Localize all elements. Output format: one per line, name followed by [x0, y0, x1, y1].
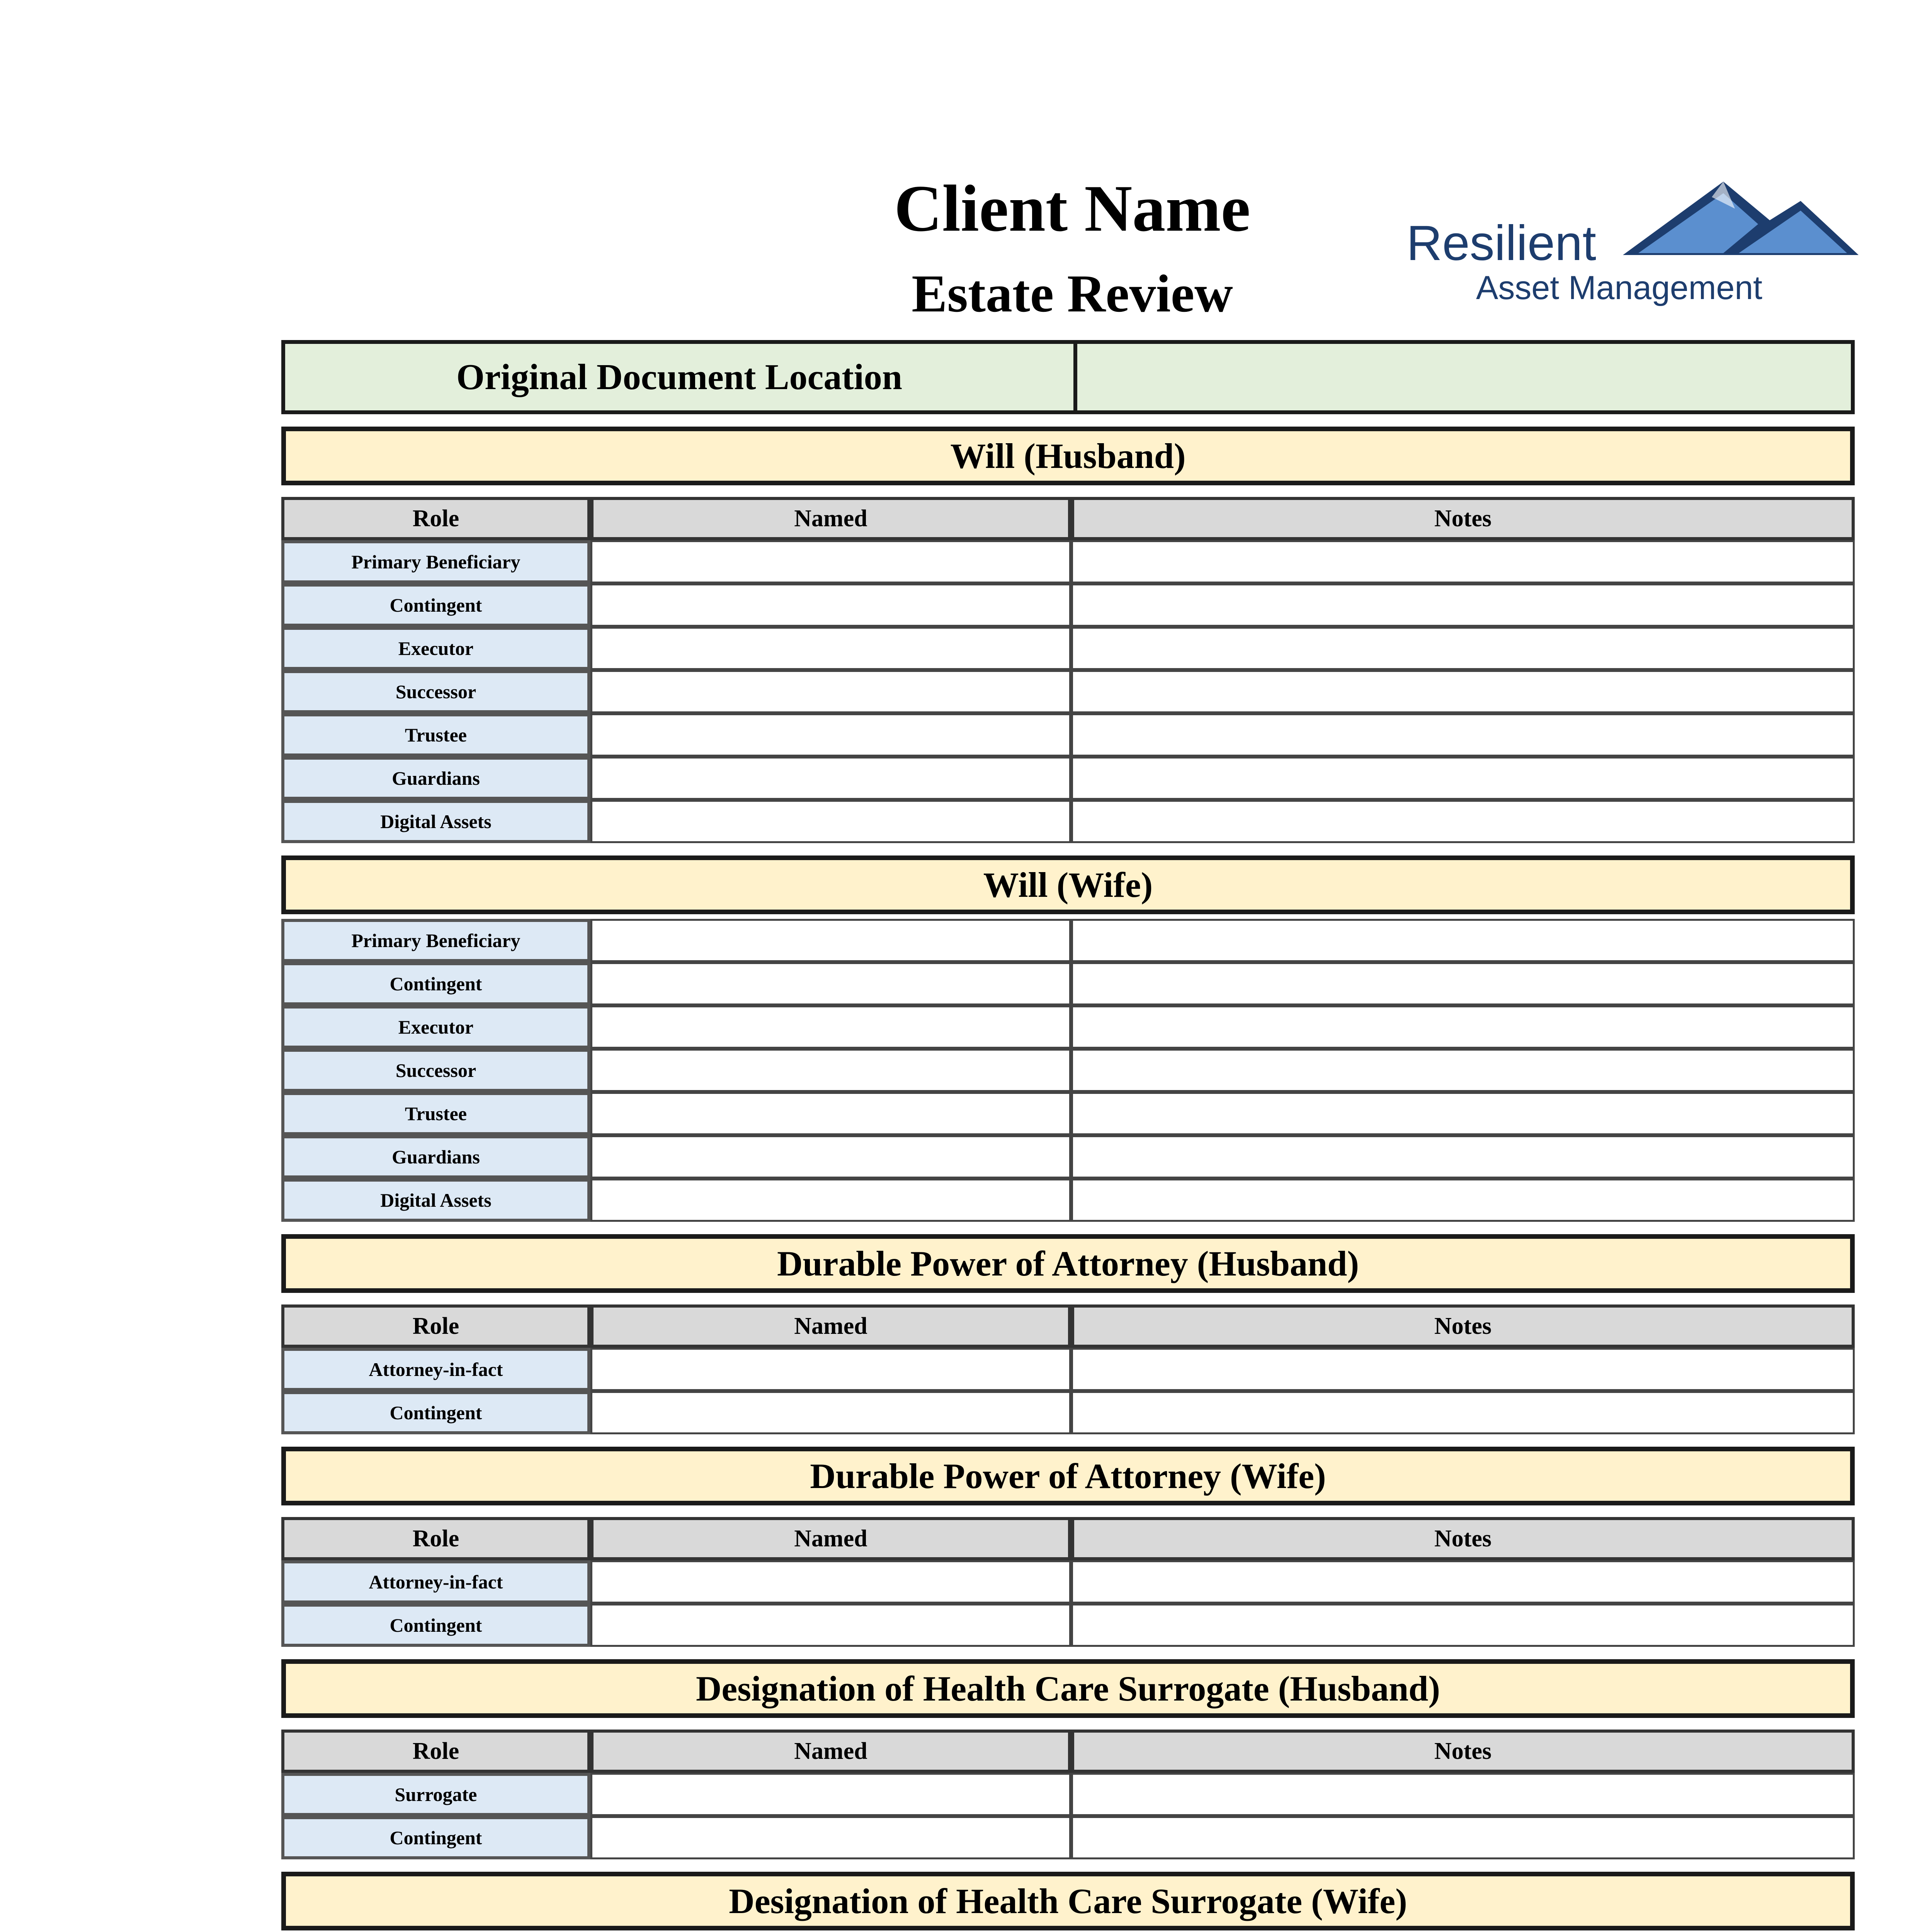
table-header-row: [281, 497, 1855, 540]
named-field[interactable]: [590, 962, 1071, 1005]
role-cell: Surrogate: [281, 1773, 590, 1816]
named-field[interactable]: [590, 1773, 1071, 1816]
role-cell: Successor: [281, 670, 590, 713]
named-field[interactable]: [590, 757, 1071, 800]
document-location-label: Original Document Location: [456, 357, 903, 397]
table-row: [281, 1773, 1855, 1816]
section-table: [281, 497, 1855, 843]
table-row: [281, 800, 1855, 843]
section-title: Designation of Health Care Surrogate (Wife): [281, 1872, 1855, 1930]
named-field[interactable]: [590, 1348, 1071, 1391]
role-cell: Contingent: [281, 1604, 590, 1647]
role-cell: Digital Assets: [281, 800, 590, 843]
named-field[interactable]: [590, 713, 1071, 757]
named-field[interactable]: [590, 1049, 1071, 1092]
table-row: [281, 962, 1855, 1005]
table-row: [281, 1391, 1855, 1434]
logo-wordmark: Resilient: [1406, 216, 1596, 271]
named-field[interactable]: [590, 800, 1071, 843]
column-header: Role: [281, 1730, 590, 1773]
section-table: [281, 919, 1855, 1222]
notes-field[interactable]: [1071, 1348, 1855, 1391]
mountain-logo-icon: [1607, 174, 1859, 263]
role-cell: Contingent: [281, 1391, 590, 1434]
sections-container: [281, 427, 1855, 1932]
notes-field[interactable]: [1071, 540, 1855, 583]
table-row: [281, 583, 1855, 627]
role-cell: Guardians: [281, 1135, 590, 1179]
column-header: Named: [590, 1304, 1071, 1348]
named-field[interactable]: [590, 1816, 1071, 1859]
section-table: [281, 1304, 1855, 1434]
column-header: Named: [590, 1730, 1071, 1773]
notes-field[interactable]: [1071, 800, 1855, 843]
named-field[interactable]: [590, 1005, 1071, 1049]
notes-field[interactable]: [1071, 670, 1855, 713]
named-field[interactable]: [590, 1391, 1071, 1434]
table-row: [281, 1049, 1855, 1092]
role-cell: Contingent: [281, 583, 590, 627]
table-row: [281, 1604, 1855, 1647]
table-row: [281, 1816, 1855, 1859]
section-title: Will (Wife): [281, 855, 1855, 914]
column-header: Named: [590, 497, 1071, 540]
column-header: Role: [281, 1304, 590, 1348]
notes-field[interactable]: [1071, 1773, 1855, 1816]
notes-field[interactable]: [1071, 713, 1855, 757]
named-field[interactable]: [590, 583, 1071, 627]
role-cell: Primary Beneficiary: [281, 919, 590, 962]
role-cell: Contingent: [281, 1816, 590, 1859]
notes-field[interactable]: [1071, 757, 1855, 800]
column-header: Notes: [1071, 1730, 1855, 1773]
table-header-row: [281, 1517, 1855, 1560]
notes-field[interactable]: [1071, 962, 1855, 1005]
table-row: [281, 1348, 1855, 1391]
section-table: [281, 1730, 1855, 1859]
table-row: [281, 713, 1855, 757]
logo-tagline: Asset Management: [1476, 269, 1762, 306]
table-header-row: [281, 1730, 1855, 1773]
column-header: Role: [281, 1517, 590, 1560]
document-location-field[interactable]: [1073, 344, 1851, 410]
page-subtitle: Estate Review: [912, 264, 1233, 323]
section-title: Designation of Health Care Surrogate (Husband): [281, 1659, 1855, 1718]
table-header-row: [281, 1304, 1855, 1348]
named-field[interactable]: [590, 627, 1071, 670]
table-row: [281, 627, 1855, 670]
role-cell: Attorney-in-fact: [281, 1560, 590, 1604]
table-row: [281, 1179, 1855, 1222]
document-location-row: [281, 340, 1855, 414]
notes-field[interactable]: [1071, 1816, 1855, 1859]
role-cell: Successor: [281, 1049, 590, 1092]
table-row: [281, 1005, 1855, 1049]
role-cell: Trustee: [281, 1092, 590, 1135]
named-field[interactable]: [590, 670, 1071, 713]
notes-field[interactable]: [1071, 1604, 1855, 1647]
column-header: Notes: [1071, 1517, 1855, 1560]
table-row: [281, 1092, 1855, 1135]
notes-field[interactable]: [1071, 1049, 1855, 1092]
page-title: Client Name: [894, 172, 1250, 245]
notes-field[interactable]: [1071, 627, 1855, 670]
role-cell: Digital Assets: [281, 1179, 590, 1222]
section-title: Durable Power of Attorney (Wife): [281, 1447, 1855, 1505]
notes-field[interactable]: [1071, 1560, 1855, 1604]
table-row: [281, 757, 1855, 800]
role-cell: Executor: [281, 1005, 590, 1049]
review-form: [281, 340, 1855, 1932]
section-title: Will (Husband): [281, 427, 1855, 485]
role-cell: Primary Beneficiary: [281, 540, 590, 583]
named-field[interactable]: [590, 540, 1071, 583]
notes-field[interactable]: [1071, 1092, 1855, 1135]
role-cell: Executor: [281, 627, 590, 670]
column-header: Role: [281, 497, 590, 540]
table-row: [281, 670, 1855, 713]
role-cell: Trustee: [281, 713, 590, 757]
table-row: [281, 1135, 1855, 1179]
notes-field[interactable]: [1071, 919, 1855, 962]
section-title: Durable Power of Attorney (Husband): [281, 1234, 1855, 1293]
company-logo: [1406, 174, 1859, 313]
table-row: [281, 919, 1855, 962]
table-row: [281, 1560, 1855, 1604]
column-header: Named: [590, 1517, 1071, 1560]
role-cell: Attorney-in-fact: [281, 1348, 590, 1391]
notes-field[interactable]: [1071, 1135, 1855, 1179]
notes-field[interactable]: [1071, 1391, 1855, 1434]
named-field[interactable]: [590, 1560, 1071, 1604]
notes-field[interactable]: [1071, 1005, 1855, 1049]
role-cell: Guardians: [281, 757, 590, 800]
named-field[interactable]: [590, 1604, 1071, 1647]
named-field[interactable]: [590, 1135, 1071, 1179]
section-table: [281, 1517, 1855, 1647]
named-field[interactable]: [590, 1179, 1071, 1222]
table-row: [281, 540, 1855, 583]
notes-field[interactable]: [1071, 1179, 1855, 1222]
role-cell: Contingent: [281, 962, 590, 1005]
named-field[interactable]: [590, 919, 1071, 962]
column-header: Notes: [1071, 1304, 1855, 1348]
named-field[interactable]: [590, 1092, 1071, 1135]
notes-field[interactable]: [1071, 583, 1855, 627]
column-header: Notes: [1071, 497, 1855, 540]
